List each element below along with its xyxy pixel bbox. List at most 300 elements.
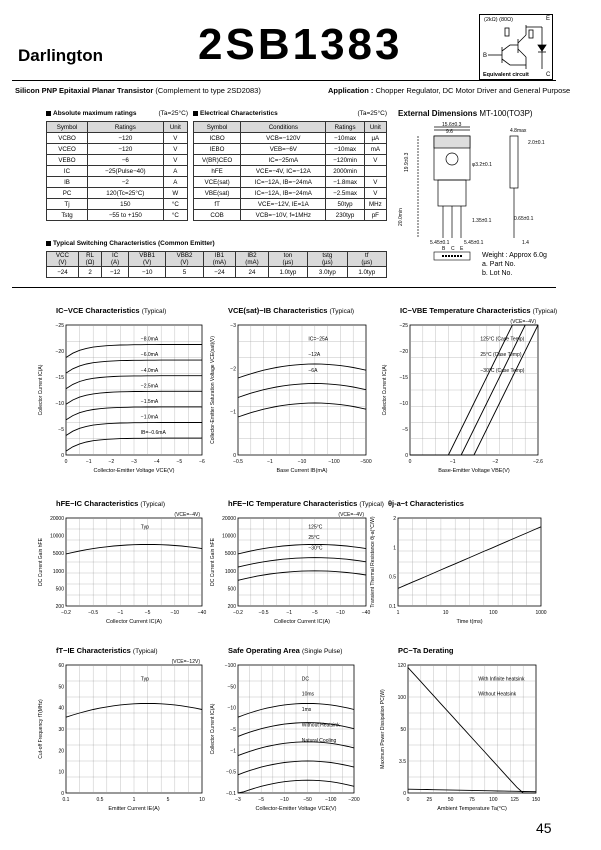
table-cell: hFE (194, 166, 241, 177)
table-row (194, 177, 387, 188)
ext-part: a. Part No. (482, 261, 516, 268)
x-tick-label: −5 (311, 610, 318, 616)
y-tick-label: −3 (230, 323, 236, 329)
svg-text:1.4: 1.4 (522, 240, 529, 246)
elec-table (193, 121, 387, 221)
table-header: RL (Ω) (78, 252, 101, 267)
svg-text:E: E (460, 246, 464, 252)
x-tick-label: −4 (153, 459, 160, 465)
table-header: Ratings (88, 122, 164, 133)
svg-text:19.9±0.3: 19.9±0.3 (404, 152, 410, 172)
y-tick-label: 50 (400, 727, 406, 733)
x-tick-label: 50 (447, 797, 454, 803)
abs-max-title: Absolute maximum ratings (Ta=25°C) (46, 110, 188, 117)
y-tick-label: 50 (58, 684, 64, 691)
x-tick-label: −2 (108, 459, 115, 465)
y-tick-label: −15 (399, 375, 408, 381)
y-tick-label: 0 (61, 453, 64, 459)
table-cell: −120min (326, 155, 364, 166)
table-row (194, 210, 387, 221)
table-cell: 50typ (326, 199, 364, 210)
table-row (194, 166, 387, 177)
condition-label: (VCE=−12V) (171, 659, 200, 665)
c7-title: fT−IE Characteristics (Typical) (56, 646, 158, 655)
x-tick-label: −100 (325, 797, 337, 803)
series-label: Typ (140, 676, 149, 683)
table-cell: −10 (128, 267, 165, 278)
y-tick-label: 0.1 (389, 604, 396, 610)
series-label: −30°C (Case Temp) (480, 367, 525, 374)
x-tick-label: 1 (396, 610, 400, 616)
y-tick-label: 1000 (224, 568, 236, 575)
table-cell: IC=−12A, IB=−24mA (241, 177, 326, 188)
table-cell: A (163, 177, 187, 188)
svg-text:0.65±0.1: 0.65±0.1 (514, 216, 534, 222)
series-label: −6.0mA (140, 352, 159, 359)
table-cell: V (163, 144, 187, 155)
y-tick-label: −20 (55, 349, 64, 355)
series-label: DC (301, 676, 310, 683)
circuit-c: C (546, 72, 551, 78)
series-label: Without Heatsink (478, 691, 517, 698)
table-row (47, 144, 188, 155)
subtitle-complement: (Complement to type 2SD2083) (155, 86, 261, 95)
x-tick-label: −200 (348, 797, 360, 803)
x-tick-label: −0.5 (258, 610, 269, 616)
table-header-row (47, 252, 387, 267)
series-label: −2.5mA (140, 383, 159, 390)
table-cell: IEBO (194, 144, 241, 155)
application-label: Application : (328, 86, 374, 95)
switching-table (46, 251, 387, 278)
elec-title: Electrical Characteristics (Ta=25°C) (193, 110, 387, 117)
series-label: −1.5mA (140, 399, 159, 405)
c6-title: θj-a−t Characteristics (388, 499, 464, 508)
svg-text:4.8max: 4.8max (510, 128, 527, 134)
table-cell: °C (163, 199, 187, 210)
x-tick-label: −0.5 (88, 610, 99, 616)
x-tick-label: 150 (531, 797, 541, 803)
table-cell: −55 to +150 (88, 210, 164, 221)
ext-dim-title: External Dimensions MT-100(TO3P) (398, 109, 533, 118)
x-axis-label: Collector Current IC(A) (274, 619, 330, 625)
y-tick-label: −5 (230, 727, 236, 733)
svg-text:5.45±0.1: 5.45±0.1 (430, 240, 450, 246)
y-axis-label: Collector Current IC(A) (38, 364, 44, 416)
table-cell: V (364, 177, 386, 188)
series-label: −4.0mA (140, 367, 159, 374)
table-cell: 24 (236, 267, 269, 278)
application-text: Chopper Regulator, DC Motor Driver and General Purpose (375, 86, 571, 95)
table-cell: VCEO (47, 144, 88, 155)
y-tick-label: −25 (399, 323, 408, 329)
table-cell: VCB=−10V, f=1MHz (241, 210, 326, 221)
circuit-top-label: (2kΩ) (80Ω) (484, 17, 514, 23)
table-header: Conditions (241, 122, 326, 133)
x-axis-label: Collector Current IC(A) (106, 619, 162, 625)
x-tick-label: 0 (408, 459, 412, 465)
table-cell: −25(Pulse−40) (88, 166, 164, 177)
table-row (47, 267, 387, 278)
brand-label: Darlington (18, 46, 103, 65)
y-axis-label: Collector-Emitter Saturation Voltage VCE(sat)(V) (210, 336, 216, 444)
x-tick-label: −0.2 (61, 610, 71, 616)
table-row (47, 166, 188, 177)
c1-plot (36, 319, 212, 479)
y-axis-label: DC Current Gain hFE (210, 538, 216, 586)
table-cell: Tstg (47, 210, 88, 221)
table-cell (364, 166, 386, 177)
y-tick-label: −20 (399, 349, 408, 355)
svg-text:15.6±0.3: 15.6±0.3 (442, 122, 462, 128)
table-header-row (47, 122, 188, 133)
table-cell: VCBO (47, 133, 88, 144)
table-cell: −10max (326, 144, 364, 155)
x-tick-label: −0.5 (233, 459, 243, 465)
x-axis-label: Base-Emitter Voltage VBE(V) (438, 468, 510, 474)
package-drawing (398, 122, 558, 262)
table-row (194, 199, 387, 210)
table-cell: MHz (364, 199, 386, 210)
c4-title: hFE−IC Characteristics (Typical) (56, 499, 165, 508)
ext-lot: b. Lot No. (482, 270, 513, 277)
table-cell: VCE=−12V, IE=1A (241, 199, 326, 210)
table-cell: −24 (203, 267, 236, 278)
c2-title: VCE(sat)−IB Characteristics (Typical) (228, 306, 355, 315)
y-tick-label: −10 (399, 401, 408, 407)
table-cell: −2 (88, 177, 164, 188)
table-cell: IC=−25mA (241, 155, 326, 166)
y-axis-label: Collector Current IC(A) (382, 364, 388, 416)
y-tick-label: 3.5 (399, 759, 406, 765)
table-header: Symbol (47, 122, 88, 133)
svg-text:B: B (442, 246, 446, 252)
x-tick-label: −10 (336, 610, 345, 616)
c9-title: PC−Ta Derating (398, 646, 454, 655)
table-cell: VBE(sat) (194, 188, 241, 199)
x-tick-label: −1 (85, 459, 92, 465)
part-number-title: 2SB1383 (198, 20, 403, 69)
x-axis-label: Collector-Emitter Voltage VCE(V) (255, 806, 337, 812)
c1-title: IC−VCE Characteristics (Typical) (56, 306, 167, 315)
table-header: IC (A) (102, 252, 129, 267)
table-row (194, 155, 387, 166)
y-axis-label: Transient Thermal Resistance θj-a(°C/W) (370, 516, 376, 608)
table-cell: 5 (166, 267, 203, 278)
table-cell: ICBO (194, 133, 241, 144)
c7-plot (36, 659, 212, 817)
series-label: Typ (140, 524, 149, 531)
table-cell: VCE=−4V, IC=−12A (241, 166, 326, 177)
x-tick-label: 25 (426, 797, 433, 803)
table-row (194, 188, 387, 199)
darlington-symbol-icon (488, 25, 548, 71)
y-tick-label: 60 (58, 663, 64, 669)
ext-weight: Weight : Approx 6.0g (482, 252, 547, 259)
x-tick-label: 10 (442, 610, 449, 616)
y-tick-label: −5 (402, 427, 408, 433)
circuit-b: B (483, 53, 488, 59)
c8-plot (208, 659, 364, 817)
subtitle-main: Silicon PNP Epitaxial Planar Transistor (15, 86, 154, 95)
y-tick-label: 200 (55, 604, 64, 610)
table-cell: 3.0typ (308, 267, 347, 278)
table-cell: pF (364, 210, 386, 221)
series-label: 10ms (301, 691, 315, 698)
y-tick-label: 0.5 (389, 574, 396, 581)
series-label: IB=−0.6mA (140, 430, 166, 437)
circuit-e: E (546, 16, 551, 22)
table-row (194, 144, 387, 155)
table-cell: Tj (47, 199, 88, 210)
table-header: Unit (163, 122, 187, 133)
table-cell: W (163, 188, 187, 199)
table-cell: fT (194, 199, 241, 210)
table-header: tf (µs) (347, 252, 386, 267)
table-cell: −10max (326, 133, 364, 144)
y-tick-label: 10 (58, 769, 64, 776)
x-tick-label: 1 (132, 797, 136, 803)
table-row (47, 155, 188, 166)
x-tick-label: −50 (303, 797, 312, 803)
y-tick-label: −1 (230, 409, 236, 416)
section-rule (12, 287, 556, 288)
equiv-circuit-label: Equivalent circuit (483, 72, 529, 78)
table-cell: V(BR)CEO (194, 155, 241, 166)
application (328, 86, 570, 95)
y-tick-label: −0.5 (226, 769, 236, 776)
y-axis-label: DC Current Gain hFE (38, 538, 44, 586)
table-cell: −12 (102, 267, 129, 278)
table-row (47, 199, 188, 210)
page-number: 45 (536, 820, 552, 836)
y-tick-label: −10 (227, 705, 236, 712)
table-cell: 2 (78, 267, 101, 278)
y-tick-label: 0 (61, 791, 64, 797)
y-tick-label: −50 (227, 684, 236, 691)
y-tick-label: 0 (233, 453, 236, 459)
condition-label: (VCE=−4V) (510, 319, 536, 325)
svg-text:5.45±0.1: 5.45±0.1 (464, 240, 484, 246)
table-header-row (194, 122, 387, 133)
x-tick-label: −2 (492, 459, 499, 465)
table-cell: −1.8max (326, 177, 364, 188)
x-tick-label: 0.5 (96, 797, 104, 803)
x-tick-label: 75 (469, 797, 475, 803)
c5-title: hFE−IC Temperature Characteristics (Typical) (228, 499, 384, 508)
table-cell: 230typ (326, 210, 364, 221)
y-tick-label: 5000 (52, 551, 64, 558)
table-cell: PC (47, 188, 88, 199)
table-cell: VCB=−120V (241, 133, 326, 144)
table-row (47, 177, 188, 188)
y-tick-label: 500 (227, 586, 236, 593)
svg-text:φ3.2±0.1: φ3.2±0.1 (472, 162, 492, 168)
x-tick-label: −100 (328, 459, 340, 465)
x-tick-label: −500 (360, 459, 372, 465)
table-header: tstg (µs) (308, 252, 347, 267)
y-tick-label: 1000 (52, 568, 64, 575)
x-tick-label: −5 (258, 797, 265, 803)
table-cell: V (163, 133, 187, 144)
c9-plot (378, 659, 546, 817)
table-cell: µA (364, 133, 386, 144)
c4-plot (36, 512, 212, 630)
table-cell: IC (47, 166, 88, 177)
table-row (47, 188, 188, 199)
y-tick-label: −1 (230, 748, 236, 755)
series-label: 25°C (308, 535, 320, 542)
table-cell: mA (364, 144, 386, 155)
x-tick-label: −1 (449, 459, 456, 465)
c3-plot (380, 319, 548, 479)
c3-title: IC−VBE Temperature Characteristics (Typical) (400, 306, 558, 315)
y-tick-label: 20000 (222, 516, 236, 522)
table-header: ton (µs) (268, 252, 307, 267)
table-cell: −120 (88, 133, 164, 144)
y-tick-label: 1 (393, 545, 396, 552)
y-tick-label: −10 (55, 401, 64, 407)
y-tick-label: −2 (230, 366, 236, 373)
y-tick-label: −25 (55, 323, 64, 329)
table-header: IB1 (mA) (203, 252, 236, 267)
table-row (47, 210, 188, 221)
table-row (194, 133, 387, 144)
table-cell: −6 (88, 155, 164, 166)
x-tick-label: 100 (489, 610, 498, 616)
table-cell: IC=−12A, IB=−24mA (241, 188, 326, 199)
table-cell: COB (194, 210, 241, 221)
table-cell: 1.0typ (347, 267, 386, 278)
c5-plot (208, 512, 376, 630)
series-label: With Infinite heatsink (478, 676, 525, 683)
svg-text:C: C (451, 246, 455, 252)
x-tick-label: −10 (280, 797, 289, 803)
table-cell: VEBO (47, 155, 88, 166)
table-header: VBB2 (V) (166, 252, 203, 267)
y-tick-label: 10000 (222, 533, 236, 540)
table-cell: V (364, 188, 386, 199)
table-cell: V (364, 155, 386, 166)
series-label: 125°C (308, 524, 323, 531)
table-cell: A (163, 166, 187, 177)
table-header: IB2 (mA) (236, 252, 269, 267)
y-tick-label: 120 (397, 663, 406, 669)
x-tick-label: −1 (267, 459, 273, 465)
table-cell: IB (47, 177, 88, 188)
series-label: −6A (308, 367, 318, 374)
y-tick-label: 2 (393, 516, 396, 522)
c8-title: Safe Operating Area (Single Pulse) (228, 646, 343, 655)
table-cell: −120 (88, 144, 164, 155)
x-tick-label: −5 (144, 610, 151, 616)
table-cell: VCE(sat) (194, 177, 241, 188)
y-tick-label: 0 (405, 453, 408, 459)
x-tick-label: 125 (510, 797, 519, 803)
y-tick-label: −0.1 (226, 791, 236, 797)
table-cell: 2000min (326, 166, 364, 177)
x-axis-label: Base Current IB(mA) (276, 468, 328, 474)
y-tick-label: −5 (58, 427, 64, 433)
y-tick-label: 20000 (50, 516, 64, 522)
x-tick-label: 10 (199, 797, 205, 803)
series-label: IC=−25A (308, 336, 329, 343)
x-tick-label: −0.2 (233, 610, 243, 616)
x-tick-label: −6 (199, 459, 205, 465)
y-tick-label: −100 (224, 663, 236, 669)
y-tick-label: 0 (403, 791, 406, 797)
c6-plot (368, 512, 551, 630)
y-axis-label: Maximum Power Dissipation PC(W) (380, 689, 386, 769)
y-tick-label: 30 (58, 727, 64, 733)
x-tick-label: 0 (64, 459, 68, 465)
y-tick-label: 500 (55, 586, 64, 593)
y-tick-label: 100 (397, 695, 406, 701)
y-tick-label: 10000 (50, 533, 64, 540)
x-axis-label: Ambient Temperature Ta(°C) (437, 806, 507, 812)
table-cell: −24 (47, 267, 79, 278)
header-rule (12, 80, 556, 81)
table-cell: 150 (88, 199, 164, 210)
x-axis-label: Time t(ms) (456, 619, 483, 625)
x-tick-label: −10 (170, 610, 180, 616)
x-tick-label: −3 (235, 797, 241, 803)
header (0, 8, 601, 78)
condition-label: (VCE=−4V) (338, 512, 364, 518)
x-tick-label: −40 (361, 610, 371, 616)
table-header: Symbol (194, 122, 241, 133)
x-tick-label: 1000 (535, 610, 547, 616)
svg-text:20.0min: 20.0min (398, 208, 404, 226)
x-axis-label: Collector-Emitter Voltage VCE(V) (93, 468, 175, 474)
series-label: Without Heatsink (301, 722, 340, 729)
series-label: −8.0mA (140, 336, 159, 343)
table-header: Unit (364, 122, 386, 133)
x-tick-label: −10 (297, 459, 307, 465)
table-header: VCC (V) (47, 252, 79, 267)
y-tick-label: 40 (58, 705, 64, 712)
x-axis-label: Emitter Current IE(A) (108, 806, 160, 812)
x-tick-label: −5 (176, 459, 183, 465)
svg-text:9.6: 9.6 (446, 129, 453, 135)
table-cell: −2.5max (326, 188, 364, 199)
series-label: 125°C (Case Temp) (480, 336, 525, 343)
y-axis-label: Cut-off Frequency fT(MHz) (38, 699, 44, 759)
x-tick-label: 100 (489, 797, 498, 803)
condition-label: (VCE=−4V) (174, 512, 200, 518)
table-cell: 120(Tc=25°C) (88, 188, 164, 199)
y-tick-label: −15 (55, 375, 64, 381)
table-cell: VEB=−6V (241, 144, 326, 155)
y-tick-label: 200 (227, 604, 236, 610)
series-label: 1ms (301, 707, 312, 714)
table-header: VBB1 (V) (128, 252, 165, 267)
svg-text:2.0±0.1: 2.0±0.1 (528, 140, 545, 146)
table-header: Ratings (326, 122, 364, 133)
switching-title: Typical Switching Characteristics (Common Emitter) (46, 240, 215, 247)
equivalent-circuit (479, 14, 553, 80)
x-tick-label: −2.6 (533, 459, 543, 465)
x-tick-label: 0.1 (62, 797, 70, 803)
series-label: 25°C (Case Temp) (480, 352, 522, 359)
series-label: −12A (308, 352, 321, 359)
abs-max-table (46, 121, 188, 221)
table-cell: 1.0typ (268, 267, 307, 278)
y-axis-label: Collector Current IC(A) (210, 703, 216, 755)
x-tick-label: −3 (131, 459, 137, 465)
c2-plot (208, 319, 376, 479)
svg-text:1.35±0.1: 1.35±0.1 (472, 218, 492, 224)
